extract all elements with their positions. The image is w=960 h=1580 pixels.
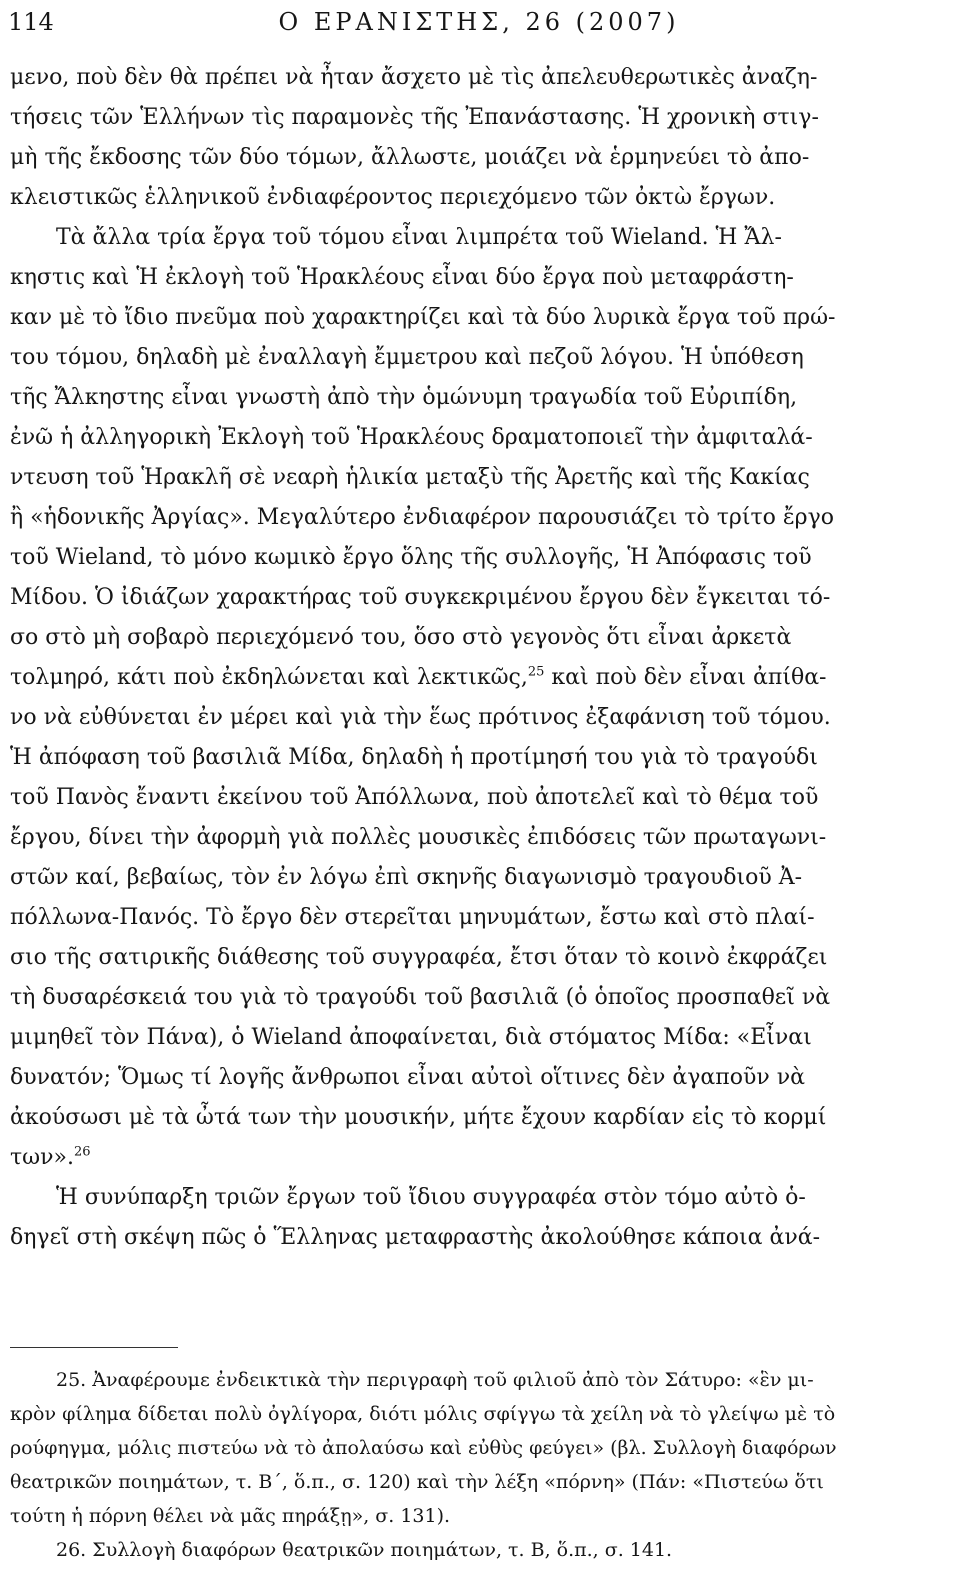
text-line: τῆς Ἄλκηστης εἶναι γνωστὴ ἀπὸ τὴν ὁμώνυμη τραγωδία τοῦ Εὐριπίδη,	[10, 385, 798, 410]
page-number: 114	[8, 8, 54, 36]
text-fragment: τολμηρό, κάτι ποὺ ἐκδηλώνεται καὶ λεκτικῶς,	[10, 665, 528, 690]
footnote-line: 25. Ἀναφέρουμε ἐνδεικτικὰ τὴν περιγραφὴ τοῦ φιλιοῦ ἀπὸ τὸν Σάτυρο: «ἓν μι-	[56, 1369, 814, 1391]
text-line: μὴ τῆς ἔκδοσης τῶν δύο τόμων, ἄλλωστε, μοιάζει νὰ ἑρμηνεύει τὸ ἀπο-	[10, 145, 810, 170]
text-line: ἢ «ἡδονικῆς Ἀργίας». Μεγαλύτερο ἐνδιαφέρον παρουσιάζει τὸ τρίτο ἔργο	[10, 505, 835, 530]
text-fragment: των».	[10, 1145, 74, 1170]
text-line: κλειστικῶς ἑλληνικοῦ ἐνδιαφέροντος περιεχόμενο τῶν ὀκτὼ ἔργων.	[10, 185, 776, 210]
text-line: ἔργου, δίνει τὴν ἀφορμὴ γιὰ πολλὲς μουσικὲς ἐπιδόσεις τῶν πρωταγωνι-	[10, 825, 827, 850]
paragraph-1	[10, 58, 948, 218]
text-line: ἀκούσωσι μὲ τὰ ὦτά των τὴν μουσικήν, μήτε ἔχουν καρδίαν εἰς τὸ κορμί	[10, 1105, 827, 1130]
text-fragment: καὶ ποὺ δὲν εἶναι ἀπίθα-	[544, 665, 827, 690]
footnote-line: 26. Συλλογὴ διαφόρων θεατρικῶν ποιημάτων, τ. Β, ὅ.π., σ. 141.	[56, 1539, 673, 1561]
footnote-line: θεατρικῶν ποιημάτων, τ. Β΄, ὅ.π., σ. 120) καὶ τὴν λέξη «πόρνη» (Πάν: «Πιστεύω ὅτι	[10, 1471, 824, 1493]
text-line: μενο, ποὺ δὲν θὰ πρέπει νὰ ἦταν ἄσχετο μὲ τὶς ἀπελευθερωτικὲς ἀναζη-	[10, 65, 818, 90]
text-line: τήσεις τῶν Ἑλλήνων τὶς παραμονὲς τῆς Ἐπανάστασης. Ἡ χρονικὴ στιγ-	[10, 105, 819, 130]
text-line: Τὰ ἄλλα τρία ἔργα τοῦ τόμου εἶναι λιμπρέτα τοῦ Wieland. Ἡ Ἄλ-	[56, 225, 782, 250]
text-line: δηγεῖ στὴ σκέψη πῶς ὁ Ἕλληνας μεταφραστὴς ἀκολούθησε κάποια ἀνά-	[10, 1225, 821, 1250]
text-line: του τόμου, δηλαδὴ μὲ ἐναλλαγὴ ἔμμετρου καὶ πεζοῦ λόγου. Ἡ ὑπόθεση	[10, 345, 804, 370]
text-line: μιμηθεῖ τὸν Πάνα), ὁ Wieland ἀποφαίνεται, διὰ στόματος Μίδα: «Εἶναι	[10, 1025, 812, 1050]
text-line: δυνατόν; Ὅμως τί λογῆς ἄνθρωποι εἶναι αὐτοὶ οἵτινες δὲν ἀγαποῦν νὰ	[10, 1065, 805, 1090]
text-line: Ἡ συνύπαρξη τριῶν ἔργων τοῦ ἴδιου συγγραφέα στὸν τόμο αὐτὸ ὁ-	[56, 1185, 806, 1210]
page-header	[8, 4, 950, 40]
text-line: σιο τῆς σατιρικῆς διάθεσης τοῦ συγγραφέα, ἔτσι ὅταν τὸ κοινὸ ἐκφράζει	[10, 945, 828, 970]
paragraph-3	[10, 1178, 948, 1258]
text-line: τοῦ Wieland, τὸ μόνο κωμικὸ ἔργο ὅλης τῆς συλλογῆς, Ἡ Ἀπόφασις τοῦ	[10, 545, 812, 570]
footnotes	[10, 1363, 948, 1567]
footnote-25	[10, 1363, 948, 1533]
footnote-divider	[10, 1347, 178, 1348]
text-line: τοῦ Πανὸς ἔναντι ἐκείνου τοῦ Ἀπόλλωνα, ποὺ ἀποτελεῖ καὶ τὸ θέμα τοῦ	[10, 785, 819, 810]
text-line: νο νὰ εὐθύνεται ἐν μέρει καὶ γιὰ τὴν ἕως πρότινος ἐξαφάνιση τοῦ τόμου.	[10, 705, 831, 730]
text-line-with-note	[10, 1138, 948, 1178]
text-line: ἐνῶ ἡ ἀλληγορικὴ Ἐκλογὴ τοῦ Ἡρακλέους δραματοποιεῖ τὴν ἀμφιταλά-	[10, 425, 813, 450]
text-line-with-note	[10, 658, 948, 698]
text-line: στῶν καί, βεβαίως, τὸν ἐν λόγω ἐπὶ σκηνῆς διαγωνισμὸ τραγουδιοῦ Ἀ-	[10, 865, 803, 890]
footnote-line: τούτη ἡ πόρνη θέλει νὰ μᾶς πηράξῃ», σ. 131).	[10, 1505, 451, 1527]
footnote-reference-25[interactable]: 25	[527, 664, 545, 680]
running-head: Ο ΕΡΑΝΙΣΤΗΣ, 26 (2007)	[278, 8, 680, 36]
footnote-line: ρούφηγμα, μόλις πιστεύω νὰ τὸ ἀπολαύσω καὶ εὐθὺς φεύγει» (βλ. Συλλογὴ διαφόρων	[10, 1437, 837, 1459]
text-line: κηστις καὶ Ἡ ἐκλογὴ τοῦ Ἡρακλέους εἶναι δύο ἔργα ποὺ μεταφράστη-	[10, 265, 794, 290]
footnote-line: κρὸν φίλημα δίδεται πολὺ ὀγλίγορα, διότι μόλις σφίγγω τὰ χείλη νὰ τὸ γλείψω μὲ τὸ	[10, 1403, 836, 1425]
text-line: καν μὲ τὸ ἴδιο πνεῦμα ποὺ χαρακτηρίζει καὶ τὰ δύο λυρικὰ ἔργα τοῦ πρώ-	[10, 305, 836, 330]
text-line: τὴ δυσαρέσκειά του γιὰ τὸ τραγούδι τοῦ βασιλιᾶ (ὁ ὁποῖος προσπαθεῖ νὰ	[10, 985, 831, 1010]
text-line: σο στὸ μὴ σοβαρὸ περιεχόμενό του, ὅσο στὸ γεγονὸς ὅτι εἶναι ἀρκετὰ	[10, 625, 792, 650]
body-text	[10, 58, 948, 1258]
text-line: ντευση τοῦ Ἡρακλῆ σὲ νεαρὴ ἡλικία μεταξὺ τῆς Ἀρετῆς καὶ τῆς Κακίας	[10, 465, 810, 490]
text-line: Ἡ ἀπόφαση τοῦ βασιλιᾶ Μίδα, δηλαδὴ ἡ προτίμησή του γιὰ τὸ τραγούδι	[10, 745, 818, 770]
text-line: πόλλωνα-Πανός. Τὸ ἔργο δὲν στερεῖται μηνυμάτων, ἔστω καὶ στὸ πλαί-	[10, 905, 815, 930]
paragraph-2	[10, 218, 948, 1178]
footnote-26	[10, 1533, 948, 1567]
text-line: Μίδου. Ὁ ἰδιάζων χαρακτήρας τοῦ συγκεκριμένου ἔργου δὲν ἔγκειται τό-	[10, 585, 831, 610]
footnote-reference-26[interactable]: 26	[73, 1144, 91, 1160]
